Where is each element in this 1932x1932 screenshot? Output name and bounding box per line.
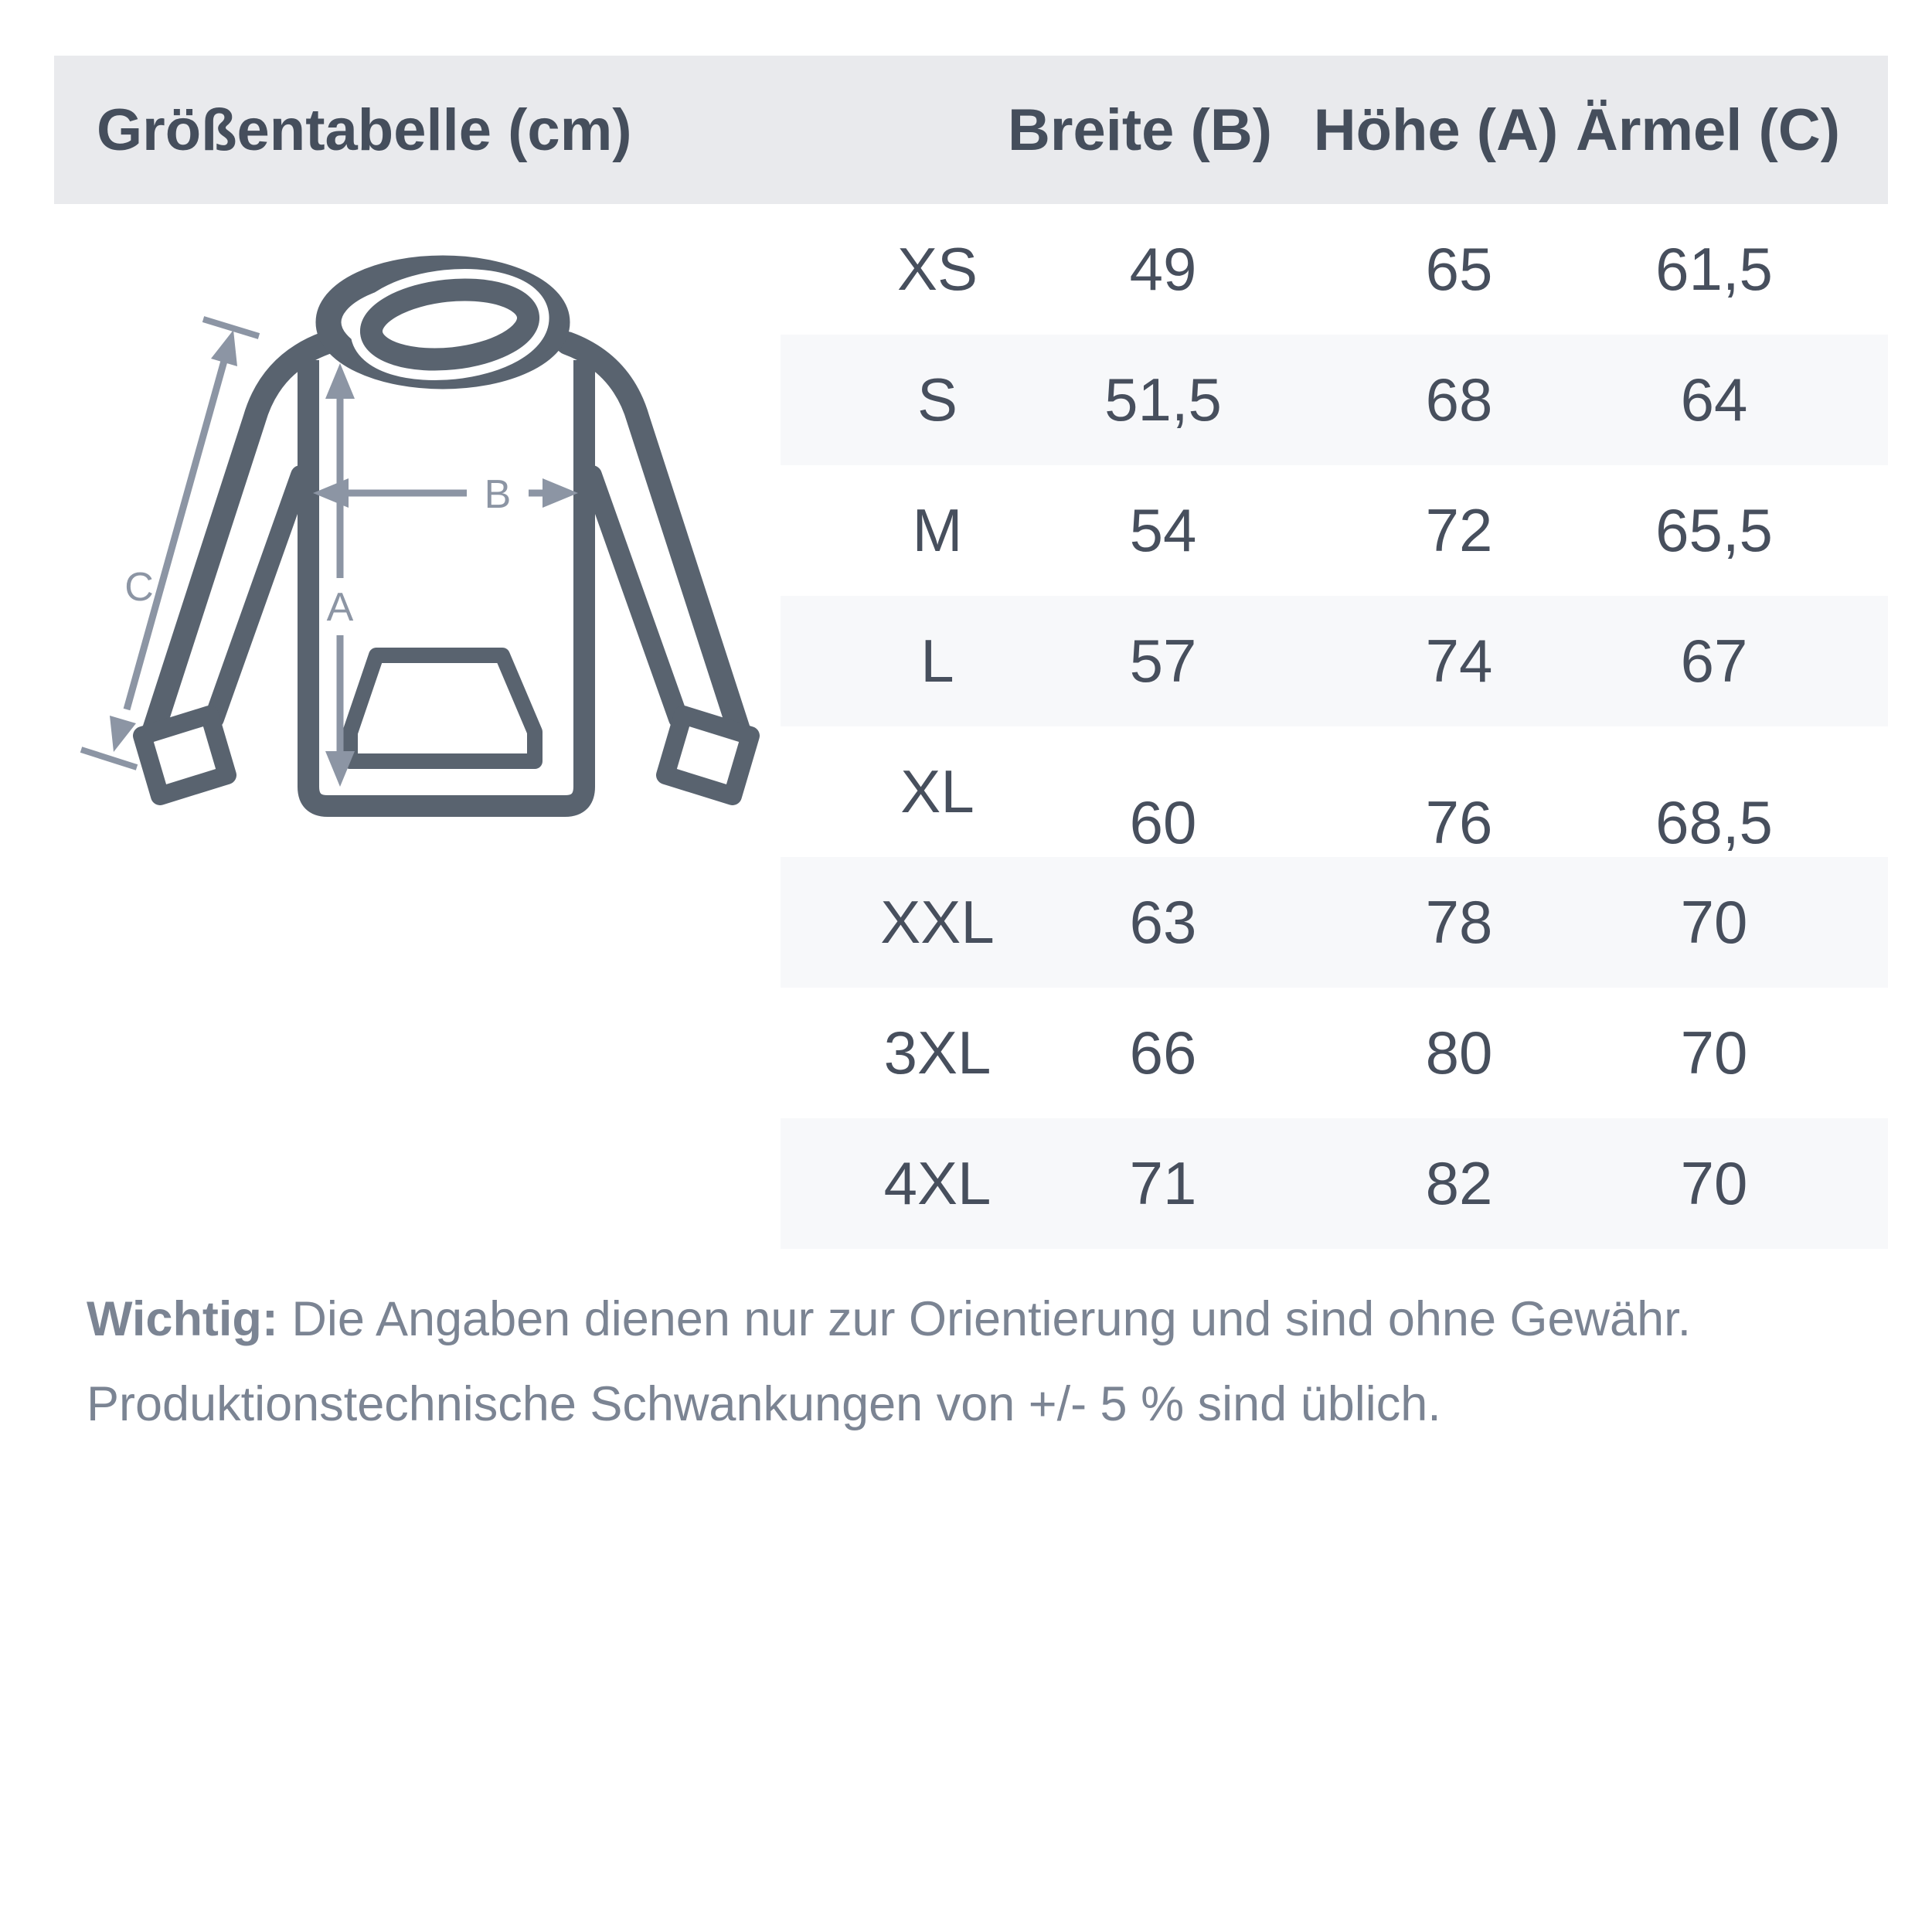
size-label: S <box>917 366 958 434</box>
aermel-value: 64 <box>1680 366 1748 434</box>
disclaimer-line-2: Produktionstechnische Schwankungen von +/- 5 % sind üblich. <box>87 1377 1441 1431</box>
size-label: XS <box>896 235 978 303</box>
hoodie-diagram-svg <box>62 216 796 873</box>
left-cuff <box>142 715 227 796</box>
breite-value: 63 <box>1129 888 1197 956</box>
page-title: Größentabelle (cm) <box>97 97 632 163</box>
table-row <box>781 335 1888 465</box>
hoehe-value: 82 <box>1425 1149 1493 1217</box>
hoehe-value: 80 <box>1425 1019 1493 1087</box>
aermel-value: 70 <box>1680 1149 1748 1217</box>
disclaimer-line-1-text: Die Angaben dienen nur zur Orientierung und sind ohne Gewähr. <box>277 1292 1692 1346</box>
disclaimer-bold-prefix: Wichtig: <box>87 1292 278 1346</box>
hoehe-value: 78 <box>1425 888 1493 956</box>
breite-value: 49 <box>1129 235 1197 303</box>
arrow-c-tick-bottom <box>81 750 137 767</box>
breite-value: 66 <box>1129 1019 1197 1087</box>
breite-value: 57 <box>1129 627 1197 695</box>
hoehe-value: 76 <box>1425 788 1493 856</box>
aermel-value: 68,5 <box>1655 788 1773 856</box>
right-cuff <box>665 715 750 796</box>
breite-value: 71 <box>1129 1149 1197 1217</box>
column-header-aermel: Ärmel (C) <box>1575 97 1841 163</box>
hoehe-value: 65 <box>1425 235 1493 303</box>
arrow-c-head-up <box>211 330 237 366</box>
aermel-value: 65,5 <box>1655 496 1773 564</box>
disclaimer-note <box>87 1277 1887 1447</box>
column-header-hoehe: Höhe (A) <box>1313 97 1559 163</box>
kangaroo-pocket <box>350 655 535 761</box>
disclaimer-line-1 <box>87 1277 1887 1362</box>
hoehe-value: 72 <box>1425 496 1493 564</box>
table-row <box>781 204 1888 335</box>
size-label: XXL <box>880 888 995 956</box>
table-header-bar <box>54 56 1888 204</box>
aermel-value: 61,5 <box>1655 235 1773 303</box>
size-table <box>781 204 1888 1249</box>
table-row <box>781 596 1888 726</box>
table-row <box>781 726 1888 857</box>
label-b: B <box>484 472 512 517</box>
hoehe-value: 74 <box>1425 627 1493 695</box>
table-row <box>781 988 1888 1118</box>
breite-value: 51,5 <box>1104 366 1222 434</box>
breite-value: 60 <box>1129 788 1197 856</box>
column-header-breite: Breite (B) <box>1007 97 1273 163</box>
label-a: A <box>326 585 354 630</box>
label-c: C <box>124 565 154 610</box>
table-row <box>781 465 1888 596</box>
hoehe-value: 68 <box>1425 366 1493 434</box>
size-label: L <box>920 627 954 695</box>
size-label: 3XL <box>883 1019 992 1087</box>
table-row <box>781 1118 1888 1249</box>
hood <box>328 268 557 376</box>
breite-value: 54 <box>1129 496 1197 564</box>
size-label: 4XL <box>883 1149 992 1217</box>
size-label: XL <box>900 757 975 825</box>
aermel-value: 67 <box>1680 627 1748 695</box>
aermel-value: 70 <box>1680 888 1748 956</box>
hoodie-measurement-diagram <box>62 216 796 873</box>
arrow-c-head-down <box>110 716 136 752</box>
aermel-value: 70 <box>1680 1019 1748 1087</box>
size-label: M <box>912 496 963 564</box>
table-row <box>781 857 1888 988</box>
